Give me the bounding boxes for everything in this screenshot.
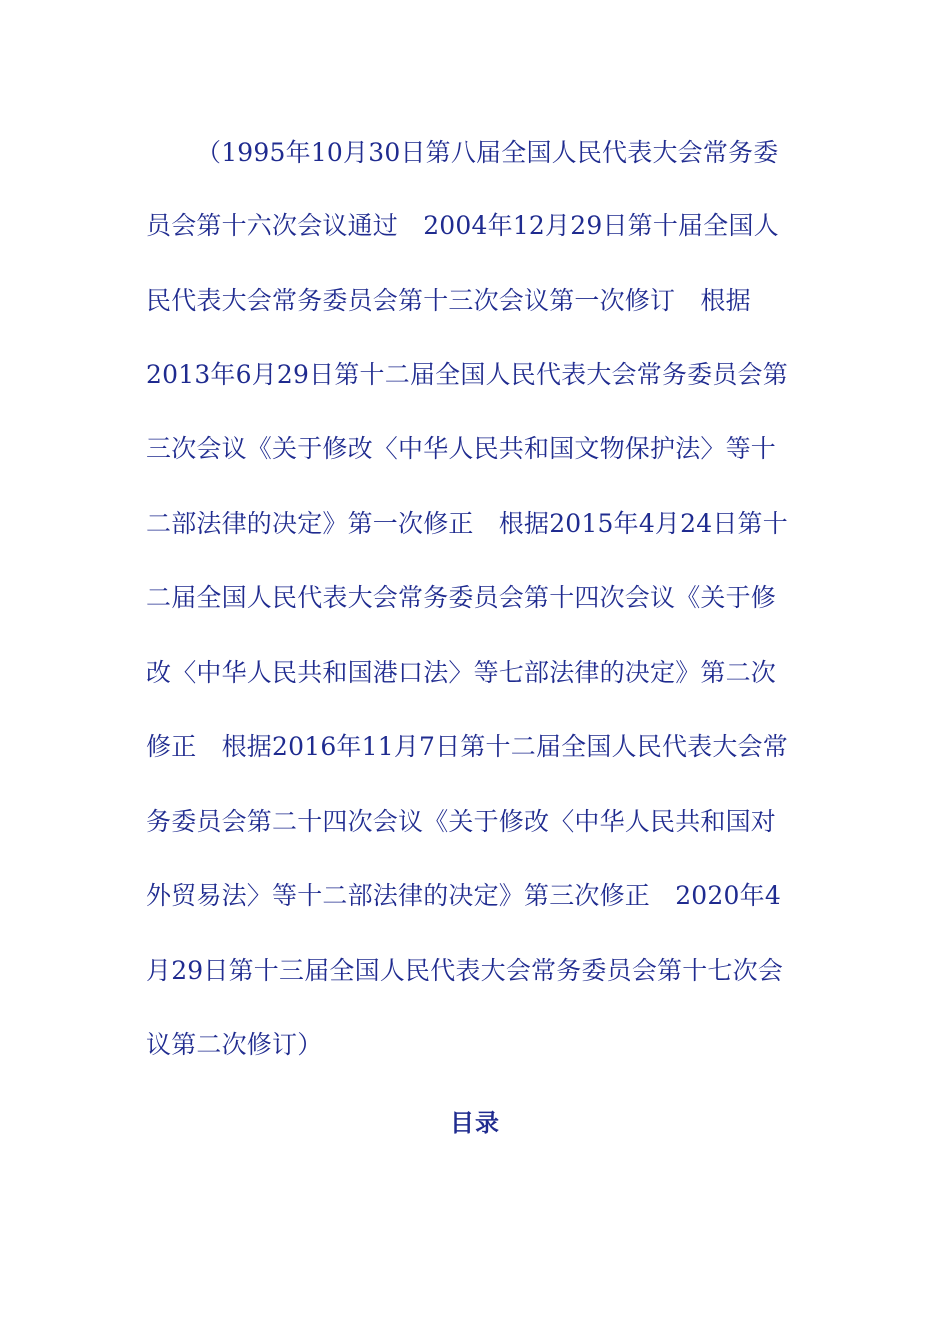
preamble-line: 改〈中华人民共和国港口法〉等七部法律的决定》第二次: [146, 658, 777, 687]
preamble-line: 议第二次修订）: [146, 1030, 323, 1059]
preamble-line: 员会第十六次会议通过 2004年12月29日第十届全国人: [146, 211, 779, 240]
preamble-line: 务委员会第二十四次会议《关于修改〈中华人民共和国对: [146, 807, 777, 836]
preamble-line: 修正 根据2016年11月7日第十二届全国人民代表大会常: [146, 732, 788, 761]
preamble-line: 2013年6月29日第十二届全国人民代表大会常务委员会第: [146, 360, 788, 389]
preamble-line: 二部法律的决定》第一次修正 根据2015年4月24日第十: [146, 509, 788, 538]
preamble-line: 月29日第十三届全国人民代表大会常务委员会第十七次会: [146, 956, 784, 985]
table-of-contents-heading: 目录: [450, 1109, 500, 1137]
preamble-line: 二届全国人民代表大会常务委员会第十四次会议《关于修: [146, 583, 777, 612]
preamble-line: （1995年10月30日第八届全国人民代表大会常务委: [196, 138, 779, 167]
preamble-line: 外贸易法〉等十二部法律的决定》第三次修正 2020年4: [146, 881, 781, 910]
preamble-line: 民代表大会常务委员会第十三次会议第一次修订 根据: [146, 286, 751, 315]
preamble-line: 三次会议《关于修改〈中华人民共和国文物保护法〉等十: [146, 434, 777, 463]
